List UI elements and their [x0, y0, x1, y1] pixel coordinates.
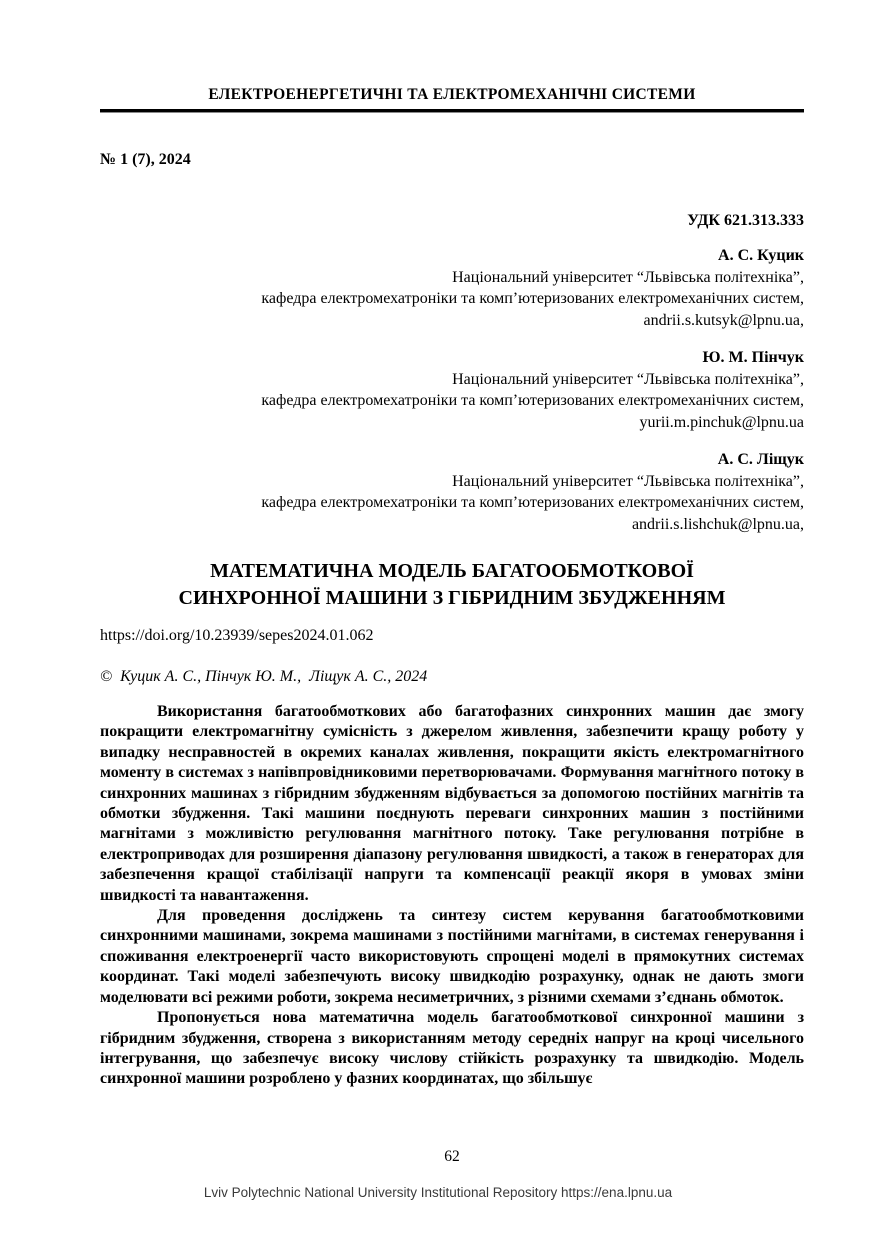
- article-title-line2: СИНХРОННОЇ МАШИНИ З ГІБРИДНИМ ЗБУДЖЕННЯМ: [178, 587, 726, 609]
- author-block: [100, 449, 804, 535]
- author-university: Національний університет “Львівська політехніка”,: [452, 472, 804, 490]
- author-email: andrii.s.kutsyk@lpnu.ua,: [643, 311, 804, 329]
- author-university: Національний університет “Львівська політехніка”,: [452, 370, 804, 388]
- author-email: yurii.m.pinchuk@lpnu.ua: [639, 413, 804, 431]
- author-name: А. С. Ліщук: [717, 451, 804, 468]
- author-department: кафедра електромехатроніки та комп’ютеризованих електромеханічних систем,: [261, 494, 804, 511]
- issue-number: № 1 (7), 2024: [100, 151, 191, 168]
- doi-link[interactable]: https://doi.org/10.23939/sepes2024.01.062: [100, 627, 374, 644]
- abstract-paragraph: Пропонується нова математична модель багатообмоткової синхронної машини з гібридним збудження, створена з використанням методу середніх напруг на кроці чисельного інтегрування, що забезпечує високу числову стійкість розрахунку та швидкодію. Модель синхронної машини розроблено у фазних координатах, що збільшує: [100, 1009, 804, 1088]
- page-content: [100, 0, 804, 1090]
- article-title-line1: МАТЕМАТИЧНА МОДЕЛЬ БАГАТООБМОТКОВОЇ: [210, 560, 694, 582]
- author-university: Національний університет “Львівська політехніка”,: [452, 268, 804, 286]
- page-number: 62: [444, 1148, 460, 1165]
- header-rule: [100, 109, 804, 113]
- author-block: [100, 245, 804, 331]
- author-name: А. С. Куцик: [718, 247, 804, 264]
- repository-footer: Lviv Polytechnic National University Institutional Repository https://ena.lpnu.ua: [203, 1185, 673, 1200]
- author-name: Ю. М. Пінчук: [702, 349, 804, 366]
- author-department: кафедра електромехатроніки та комп’ютеризованих електромеханічних систем,: [261, 392, 804, 409]
- article-title: [100, 558, 804, 612]
- journal-header-title: ЕЛЕКТРОЕНЕРГЕТИЧНІ ТА ЕЛЕКТРОМЕХАНІЧНІ СИСТЕМИ: [208, 86, 696, 103]
- copyright-line: © Куцик А. С., Пінчук Ю. М., Ліщук А. С., 2024: [100, 668, 428, 685]
- abstract-paragraph: Для проведення досліджень та синтезу систем керування багатообмотковими синхронними машинами, зокрема машинами з постійними магнітами, в системах генерування і споживання електроенергії часто використовують спрощені моделі в прямокутних системах координат. Такі моделі забезпечують високу швидкодію розрахунку, однак не дають змоги моделювати всі режими роботи, зокрема несиметричних, з різними схемами з’єднань обмоток.: [100, 907, 804, 1006]
- author-department: кафедра електромехатроніки та комп’ютеризованих електромеханічних систем,: [261, 290, 804, 307]
- udc-code: УДК 621.313.333: [687, 212, 804, 229]
- author-email: andrii.s.lishchuk@lpnu.ua,: [631, 515, 804, 533]
- author-block: [100, 347, 804, 433]
- abstract-paragraph: Використання багатообмоткових або багатофазних синхронних машин дає змогу покращити електромагнітну сумісність з джерелом живлення, забезпечити кращу роботу у випадку несправностей в окремих каналах живлення, покращити якість електромагнітного моменту в системах з напівпровідниковими перетворювачами. Формування магнітного потоку в синхронних машинах з гібридним збудженням відбувається за допомогою постійних магнітів та обмотки збудження. Такі машини поєднують переваги синхронних машин з постійними магнітами з можливістю регулювання магнітного потоку. Таке регулювання потрібне в електроприводах для розширення діапазону регулювання швидкості, а також в генераторах для забезпечення кращої стабілізації напруги та компенсації реакції якоря в умовах зміни швидкості та навантаження.: [100, 703, 804, 904]
- abstract-body: [100, 702, 804, 1090]
- authors-section: [100, 245, 804, 535]
